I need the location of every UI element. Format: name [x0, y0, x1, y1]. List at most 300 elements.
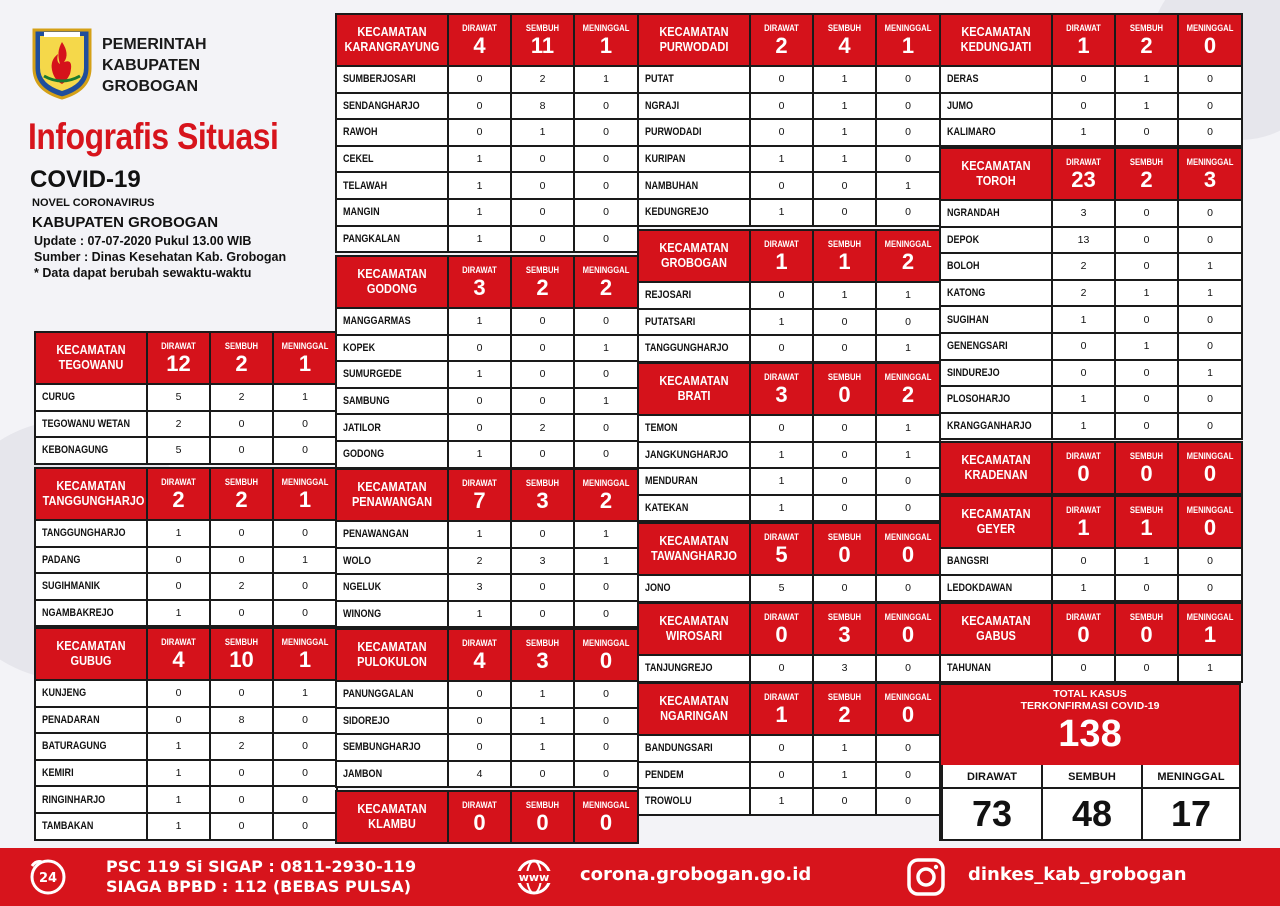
- desa-sembuh-value: 3: [511, 548, 574, 575]
- desa-name-cell: [940, 253, 1052, 280]
- desa-name: SUGIHMANIK: [42, 580, 101, 593]
- desa-sembuh-value: 1: [1115, 280, 1178, 307]
- kecamatan-name: [638, 14, 750, 66]
- desa-row: [336, 335, 638, 362]
- dirawat-label: DIRAWAT: [1066, 451, 1101, 461]
- kecamatan-name-text: [646, 534, 743, 564]
- desa-name: KUNJENG: [42, 687, 87, 700]
- kecamatan-meninggal-cell: [273, 628, 337, 680]
- meninggal-label: MENINGGAL: [884, 692, 932, 702]
- desa-meninggal-value: 0: [1178, 200, 1242, 227]
- dirawat-count: 4: [473, 648, 486, 673]
- desa-meninggal-value: 0: [574, 146, 638, 173]
- desa-name: SENDANGHARJO: [343, 99, 420, 112]
- kecamatan-sembuh-cell: [1115, 442, 1178, 494]
- gov-line-1: PEMERINTAH: [102, 36, 207, 53]
- kecamatan-title: TANGGUNGHARJO: [42, 494, 145, 508]
- covid-heading: COVID-19: [30, 166, 141, 193]
- desa-sembuh-value: 2: [511, 66, 574, 93]
- desa-sembuh-value: 0: [511, 388, 574, 415]
- desa-meninggal-value: 1: [876, 282, 940, 309]
- desa-name: PANUNGGALAN: [343, 688, 414, 701]
- sembuh-count: 2: [1140, 167, 1153, 192]
- total-cases-label: [941, 685, 1239, 712]
- desa-name: PANGKALAN: [343, 232, 400, 245]
- desa-sembuh-value: 1: [1115, 93, 1178, 120]
- kecamatan-label: KECAMATAN: [56, 639, 126, 653]
- desa-name: NGAMBAKREJO: [42, 607, 114, 620]
- desa-sembuh-value: 2: [210, 573, 273, 600]
- sembuh-count: 0: [1140, 622, 1153, 647]
- kecamatan-name: [638, 363, 750, 415]
- kecamatan-title: KEDUNGJATI: [960, 40, 1032, 54]
- dirawat-label: DIRAWAT: [161, 341, 196, 351]
- desa-sembuh-value: 0: [1115, 575, 1178, 602]
- desa-name-cell: [35, 437, 147, 464]
- desa-meninggal-value: 0: [574, 441, 638, 468]
- dirawat-count: 5: [775, 542, 788, 567]
- desa-meninggal-value: 1: [574, 66, 638, 93]
- desa-sembuh-value: 1: [813, 282, 876, 309]
- sembuh-count: 2: [1140, 33, 1153, 58]
- kecamatan-title: WIROSARI: [665, 629, 723, 643]
- desa-sembuh-value: 1: [813, 762, 876, 789]
- meninggal-label: MENINGGAL: [1186, 451, 1234, 461]
- kecamatan-table: [335, 468, 639, 628]
- sembuh-count: 3: [536, 488, 549, 513]
- total-sembuh-label: SEMBUH: [1043, 765, 1141, 789]
- meninggal-label: MENINGGAL: [884, 239, 932, 249]
- desa-row: [940, 386, 1242, 413]
- desa-dirawat-value: 0: [1052, 548, 1115, 575]
- desa-name: PADANG: [42, 553, 81, 566]
- desa-row: [336, 548, 638, 575]
- kecamatan-name-text: [646, 374, 743, 404]
- kecamatan-title: GODONG: [366, 282, 418, 296]
- kecamatan-table: [939, 147, 1243, 440]
- desa-sembuh-value: 1: [511, 119, 574, 146]
- desa-dirawat-value: 0: [1052, 93, 1115, 120]
- gov-line-2: KABUPATEN: [102, 57, 201, 74]
- kecamatan-table: [335, 628, 639, 788]
- kecamatan-dirawat-cell: [147, 628, 210, 680]
- kecamatan-label: KECAMATAN: [961, 614, 1031, 628]
- desa-meninggal-value: 0: [273, 520, 337, 547]
- desa-row: [35, 707, 337, 734]
- kecamatan-label: KECAMATAN: [659, 25, 729, 39]
- kecamatan-table: [637, 602, 941, 683]
- desa-sembuh-value: 0: [210, 520, 273, 547]
- meninggal-label: MENINGGAL: [582, 478, 630, 488]
- sembuh-label: SEMBUH: [525, 800, 560, 810]
- desa-name: PUTATSARI: [645, 315, 696, 328]
- desa-meninggal-value: 1: [1178, 360, 1242, 387]
- meninggal-count: 3: [1203, 167, 1217, 192]
- desa-row: [638, 93, 940, 120]
- desa-meninggal-value: 0: [876, 495, 940, 522]
- kecamatan-label: KECAMATAN: [961, 507, 1031, 521]
- desa-name: DEPOK: [947, 233, 980, 246]
- kecamatan-header: [940, 496, 1242, 548]
- kecamatan-table: [335, 255, 639, 469]
- desa-name: LEDOKDAWAN: [947, 581, 1013, 594]
- meninggal-count: 0: [1203, 33, 1217, 58]
- kecamatan-table: [939, 441, 1243, 495]
- update-text: Update : 07-07-2020 Pukul 13.00 WIB: [34, 234, 252, 248]
- desa-meninggal-value: 0: [574, 681, 638, 708]
- kecamatan-meninggal-cell: [1178, 148, 1242, 200]
- kecamatan-sembuh-cell: [511, 256, 574, 308]
- desa-name-cell: [940, 66, 1052, 93]
- desa-name-cell: [638, 309, 750, 336]
- desa-dirawat-value: 1: [1052, 119, 1115, 146]
- kecamatan-title: KRADENAN: [964, 468, 1028, 482]
- psc-line[interactable]: PSC 119 Si SIGAP : 0811-2930-119: [106, 857, 417, 876]
- kecamatan-table: [939, 13, 1243, 147]
- kecamatan-sembuh-cell: [511, 469, 574, 521]
- kecamatan-title: PENAWANGAN: [351, 495, 433, 509]
- desa-meninggal-value: 0: [273, 600, 337, 627]
- dirawat-label: DIRAWAT: [1066, 157, 1101, 167]
- desa-name-cell: [336, 93, 448, 120]
- desa-name-cell: [336, 66, 448, 93]
- kecamatan-sembuh-cell: [813, 230, 876, 282]
- desa-name: CEKEL: [343, 153, 374, 166]
- total-label-line1: TOTAL KASUS: [1053, 688, 1127, 700]
- desa-row: [940, 119, 1242, 146]
- dirawat-label: DIRAWAT: [462, 638, 497, 648]
- desa-sembuh-value: 0: [210, 760, 273, 787]
- meninggal-label: MENINGGAL: [281, 341, 329, 351]
- kecamatan-sembuh-cell: [511, 629, 574, 681]
- desa-name: PUTAT: [645, 73, 674, 86]
- desa-meninggal-value: 0: [876, 655, 940, 682]
- kecamatan-header: [638, 683, 940, 735]
- sembuh-label: SEMBUH: [224, 341, 259, 351]
- kecamatan-header: [35, 332, 337, 384]
- sembuh-label: SEMBUH: [827, 372, 862, 382]
- kecamatan-header: [336, 791, 638, 843]
- kecamatan-meninggal-cell: [876, 683, 940, 735]
- desa-meninggal-value: 0: [876, 735, 940, 762]
- desa-meninggal-value: 0: [876, 468, 940, 495]
- sembuh-count: 1: [838, 249, 851, 274]
- desa-meninggal-value: 0: [876, 146, 940, 173]
- desa-sembuh-value: 1: [813, 93, 876, 120]
- kecamatan-sembuh-cell: [813, 523, 876, 575]
- sembuh-count: 0: [536, 810, 549, 835]
- kecamatan-name-text: [344, 25, 441, 55]
- desa-sembuh-value: 0: [813, 335, 876, 362]
- desa-row: [35, 573, 337, 600]
- desa-name: KEMIRI: [42, 767, 74, 780]
- desa-row: [336, 119, 638, 146]
- desa-name: KATONG: [947, 287, 986, 300]
- desa-dirawat-value: 1: [448, 199, 511, 226]
- desa-meninggal-value: 0: [876, 199, 940, 226]
- kecamatan-name: [638, 523, 750, 575]
- desa-row: [336, 708, 638, 735]
- kecamatan-table: [335, 790, 639, 844]
- desa-name-cell: [336, 119, 448, 146]
- meninggal-count: 0: [901, 622, 915, 647]
- desa-row: [336, 146, 638, 173]
- kecamatan-header: [336, 256, 638, 308]
- desa-name-cell: [336, 335, 448, 362]
- desa-name: SUGIHAN: [947, 313, 989, 326]
- kecamatan-title: GROBOGAN: [661, 256, 727, 270]
- desa-dirawat-value: 0: [1052, 360, 1115, 387]
- desa-dirawat-value: 2: [448, 548, 511, 575]
- desa-row: [638, 146, 940, 173]
- desa-sembuh-value: 0: [511, 521, 574, 548]
- instagram-handle[interactable]: dinkes_kab_grobogan: [968, 864, 1187, 885]
- desa-dirawat-value: 0: [448, 734, 511, 761]
- kecamatan-header: [35, 468, 337, 520]
- desa-row: [638, 468, 940, 495]
- kecamatan-header: [336, 469, 638, 521]
- kecamatan-name: [940, 14, 1052, 66]
- sembuh-label: SEMBUH: [827, 23, 862, 33]
- page-title: Infografis Situasi: [28, 116, 279, 157]
- total-meninggal: [1141, 765, 1239, 839]
- meninggal-label: MENINGGAL: [884, 612, 932, 622]
- desa-meninggal-value: 0: [273, 813, 337, 840]
- total-sembuh: [1041, 765, 1141, 839]
- desa-dirawat-value: 1: [750, 468, 813, 495]
- dirawat-label: DIRAWAT: [764, 532, 799, 542]
- kecamatan-name-text: [948, 614, 1045, 644]
- dirawat-count: 3: [775, 382, 788, 407]
- desa-dirawat-value: 1: [750, 788, 813, 815]
- desa-dirawat-value: 0: [147, 680, 210, 707]
- dirawat-count: 0: [1077, 461, 1090, 486]
- kecamatan-table: [637, 682, 941, 816]
- meninggal-label: MENINGGAL: [1186, 612, 1234, 622]
- desa-name-cell: [336, 172, 448, 199]
- desa-name-cell: [336, 361, 448, 388]
- desa-row: [638, 495, 940, 522]
- desa-name: KALIMARO: [947, 126, 996, 139]
- desa-sembuh-value: 0: [511, 361, 574, 388]
- desa-row: [336, 761, 638, 788]
- desa-row: [638, 309, 940, 336]
- kecamatan-label: KECAMATAN: [659, 614, 729, 628]
- desa-dirawat-value: 0: [750, 415, 813, 442]
- desa-sembuh-value: 0: [511, 308, 574, 335]
- kecamatan-dirawat-cell: [1052, 148, 1115, 200]
- desa-dirawat-value: 0: [147, 707, 210, 734]
- dirawat-count: 1: [775, 249, 788, 274]
- total-label-line2: TERKONFIRMASI COVID-19: [1020, 700, 1160, 712]
- desa-dirawat-value: 1: [1052, 413, 1115, 440]
- kecamatan-name: [336, 469, 448, 521]
- desa-name-cell: [940, 413, 1052, 440]
- desa-row: [638, 788, 940, 815]
- desa-sembuh-value: 0: [210, 437, 273, 464]
- sembuh-count: 4: [838, 33, 851, 58]
- kecamatan-title: PURWODADI: [659, 40, 729, 54]
- kecamatan-name: [638, 683, 750, 735]
- sembuh-label: SEMBUH: [1129, 157, 1164, 167]
- kecamatan-header: [638, 14, 940, 66]
- desa-name-cell: [336, 414, 448, 441]
- sembuh-count: 3: [536, 648, 549, 673]
- footer-bar: [0, 848, 1280, 906]
- desa-meninggal-value: 0: [1178, 306, 1242, 333]
- desa-name-cell: [336, 388, 448, 415]
- kecamatan-sembuh-cell: [813, 14, 876, 66]
- kecamatan-name-text: [344, 640, 441, 670]
- desa-row: [940, 655, 1242, 682]
- kecamatan-table: [637, 229, 941, 363]
- dirawat-count: 1: [1077, 33, 1090, 58]
- kecamatan-name: [940, 603, 1052, 655]
- desa-row: [638, 762, 940, 789]
- desa-name-cell: [336, 521, 448, 548]
- desa-row: [940, 333, 1242, 360]
- desa-sembuh-value: 0: [1115, 655, 1178, 682]
- kecamatan-label: KECAMATAN: [357, 267, 427, 281]
- desa-dirawat-value: 0: [147, 547, 210, 574]
- desa-sembuh-value: 0: [210, 680, 273, 707]
- sembuh-label: SEMBUH: [525, 638, 560, 648]
- dirawat-label: DIRAWAT: [1066, 612, 1101, 622]
- desa-dirawat-value: 0: [1052, 333, 1115, 360]
- desa-dirawat-value: 0: [1052, 655, 1115, 682]
- kecamatan-dirawat-cell: [1052, 442, 1115, 494]
- desa-name-cell: [638, 735, 750, 762]
- desa-row: [336, 734, 638, 761]
- dirawat-label: DIRAWAT: [764, 23, 799, 33]
- desa-dirawat-value: 5: [750, 575, 813, 602]
- desa-name: GODONG: [343, 448, 385, 461]
- desa-name: WOLO: [343, 554, 372, 567]
- desa-sembuh-value: 0: [210, 547, 273, 574]
- desa-meninggal-value: 0: [574, 361, 638, 388]
- kecamatan-dirawat-cell: [1052, 603, 1115, 655]
- kecamatan-table: [637, 362, 941, 522]
- desa-meninggal-value: 0: [876, 93, 940, 120]
- desa-dirawat-value: 1: [448, 146, 511, 173]
- desa-sembuh-value: 0: [813, 468, 876, 495]
- desa-name: PENAWANGAN: [343, 528, 409, 541]
- desa-name-cell: [35, 680, 147, 707]
- desa-name-cell: [940, 575, 1052, 602]
- desa-row: [940, 200, 1242, 227]
- meninggal-count: 2: [901, 249, 915, 274]
- kecamatan-header: [638, 523, 940, 575]
- kecamatan-name-text: [344, 802, 441, 832]
- desa-meninggal-value: 0: [273, 707, 337, 734]
- desa-row: [35, 437, 337, 464]
- total-meninggal-value: 17: [1170, 793, 1212, 834]
- kecamatan-dirawat-cell: [750, 230, 813, 282]
- desa-name: JONO: [645, 582, 671, 595]
- desa-sembuh-value: 0: [1115, 360, 1178, 387]
- sembuh-count: 11: [530, 33, 555, 58]
- kecamatan-dirawat-cell: [448, 256, 511, 308]
- kecamatan-table: [34, 331, 338, 465]
- desa-sembuh-value: 2: [210, 733, 273, 760]
- desa-meninggal-value: 0: [876, 575, 940, 602]
- desa-meninggal-value: 0: [876, 309, 940, 336]
- desa-name: JAMBON: [343, 768, 383, 781]
- kecamatan-meninggal-cell: [876, 230, 940, 282]
- desa-name-cell: [940, 548, 1052, 575]
- desa-row: [638, 575, 940, 602]
- total-dirawat-label: DIRAWAT: [943, 765, 1041, 789]
- kecamatan-name-text: [948, 453, 1045, 483]
- desa-meninggal-value: 0: [1178, 93, 1242, 120]
- kecamatan-table: [34, 467, 338, 627]
- kecamatan-meninggal-cell: [273, 468, 337, 520]
- desa-sembuh-value: 0: [1115, 227, 1178, 254]
- desa-row: [940, 253, 1242, 280]
- desa-name-cell: [638, 66, 750, 93]
- website-link[interactable]: corona.grobogan.go.id: [580, 864, 812, 885]
- dirawat-label: DIRAWAT: [462, 265, 497, 275]
- desa-dirawat-value: 0: [750, 735, 813, 762]
- desa-row: [638, 735, 940, 762]
- kecamatan-name: [940, 442, 1052, 494]
- kecamatan-meninggal-cell: [1178, 496, 1242, 548]
- desa-row: [638, 119, 940, 146]
- sembuh-count: 2: [235, 351, 248, 376]
- desa-name-cell: [35, 733, 147, 760]
- desa-name-cell: [638, 172, 750, 199]
- desa-meninggal-value: 1: [876, 172, 940, 199]
- dirawat-count: 0: [1077, 622, 1090, 647]
- desa-name-cell: [940, 119, 1052, 146]
- desa-name: KATEKAN: [645, 502, 689, 515]
- desa-row: [638, 199, 940, 226]
- desa-name: REJOSARI: [645, 289, 692, 302]
- desa-dirawat-value: 1: [147, 786, 210, 813]
- desa-row: [940, 66, 1242, 93]
- desa-name: SAMBUNG: [343, 395, 390, 408]
- desa-dirawat-value: 0: [448, 414, 511, 441]
- www-globe-icon: [508, 858, 560, 896]
- kecamatan-name: [35, 468, 147, 520]
- dirawat-count: 0: [775, 622, 788, 647]
- desa-sembuh-value: 0: [813, 442, 876, 469]
- desa-row: [336, 226, 638, 253]
- desa-name-cell: [638, 282, 750, 309]
- kecamatan-label: KECAMATAN: [357, 640, 427, 654]
- kecamatan-label: KECAMATAN: [659, 374, 729, 388]
- desa-name-cell: [638, 335, 750, 362]
- desa-name-cell: [35, 384, 147, 411]
- desa-meninggal-value: 1: [876, 415, 940, 442]
- desa-dirawat-value: 0: [750, 335, 813, 362]
- desa-row: [940, 227, 1242, 254]
- kecamatan-name-text: [646, 25, 743, 55]
- bpbd-line[interactable]: SIAGA BPBD : 112 (BEBAS PULSA): [106, 877, 412, 896]
- desa-meninggal-value: 0: [876, 66, 940, 93]
- desa-row: [940, 280, 1242, 307]
- desa-dirawat-value: 13: [1052, 227, 1115, 254]
- desa-row: [35, 813, 337, 840]
- desa-name: MANGGARMAS: [343, 315, 411, 328]
- desa-name-cell: [638, 442, 750, 469]
- desa-row: [940, 93, 1242, 120]
- desa-name-cell: [940, 360, 1052, 387]
- desa-name: KURIPAN: [645, 153, 686, 166]
- desa-dirawat-value: 1: [147, 733, 210, 760]
- kecamatan-meninggal-cell: [876, 523, 940, 575]
- kecamatan-dirawat-cell: [448, 629, 511, 681]
